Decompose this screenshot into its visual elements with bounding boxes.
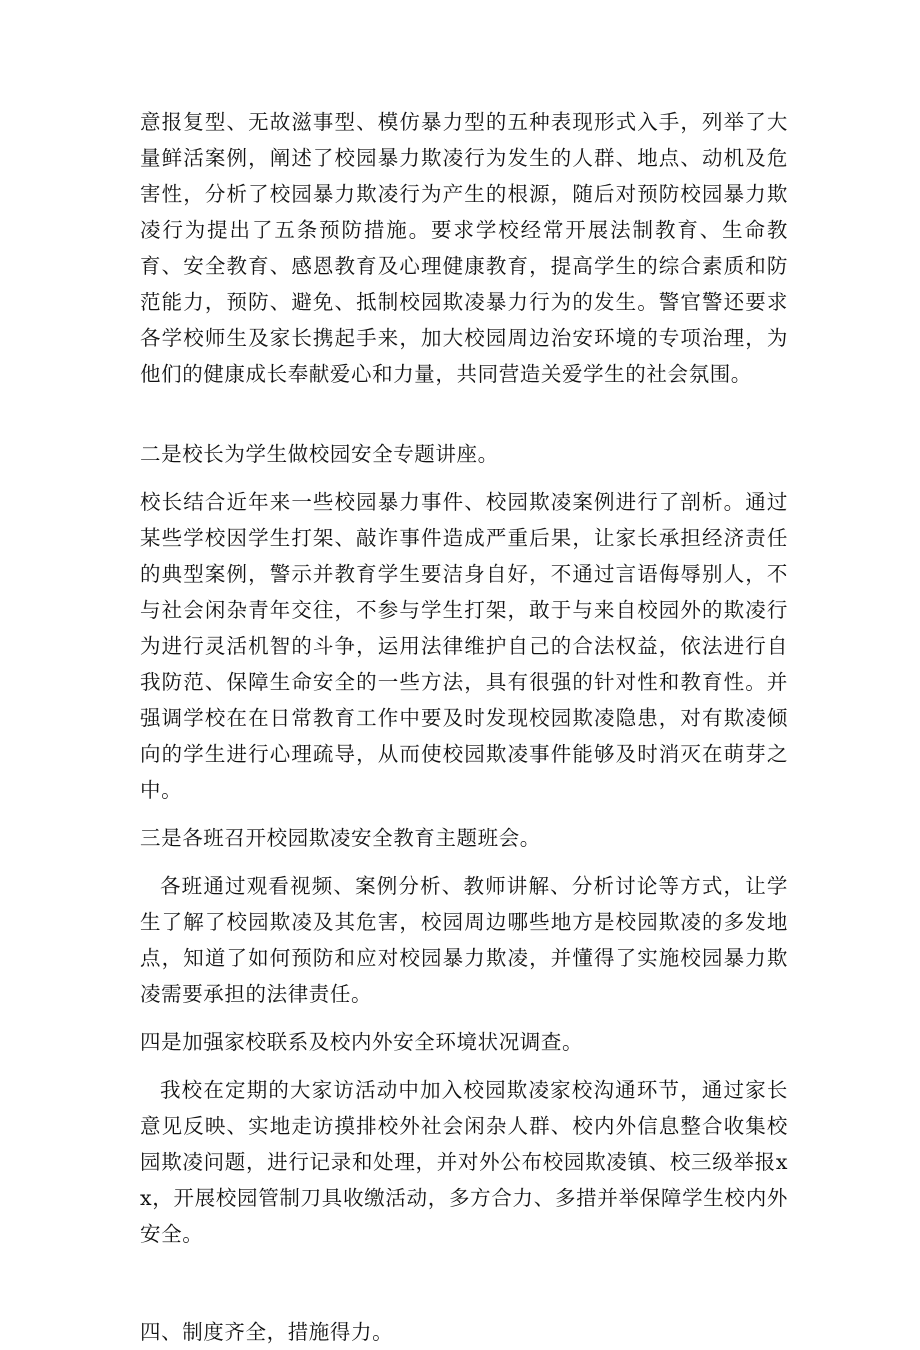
- heading-principal-lecture: 二是校长为学生做校园安全专题讲座。: [140, 442, 499, 466]
- heading-home-school-contact: 四是加强家校联系及校内外安全环境状况调查。: [140, 1030, 584, 1054]
- paragraph-class-meetings: 各班通过观看视频、案例分析、教师讲解、分析讨论等方式，让学生了解了校园欺凌及其危害，校园周边哪些地方是校园欺凌的多发地点，知道了如何预防和应对校园暴力欺凌，并懂得了实施校园暴力欺凌需要承担的法律责任。: [140, 874, 788, 1006]
- document-body: [140, 104, 788, 1350]
- heading-class-meetings: 三是各班召开校园欺凌安全教育主题班会。: [140, 826, 541, 850]
- paragraph-home-school-contact: 我校在定期的大家访活动中加入校园欺凌家校沟通环节，通过家长意见反映、实地走访摸排校外社会闲杂人群、校内外信息整合收集校园欺凌问题，进行记录和处理，并对外公布校园欺凌镇、校三级举报xx，开展校园管制刀具收缴活动，多方合力、多措并举保障学生校内外安全。: [140, 1078, 788, 1246]
- heading-system-measures: 四、制度齐全，措施得力。: [140, 1320, 394, 1344]
- paragraph-principal-lecture: 校长结合近年来一些校园暴力事件、校园欺凌案例进行了剖析。通过某些学校因学生打架、敲诈事件造成严重后果，让家长承担经济责任的典型案例，警示并教育学生要洁身自好，不通过言语侮辱别人，不与社会闲杂青年交往，不参与学生打架，敢于与来自校园外的欺凌行为进行灵活机智的斗争，运用法律维护自己的合法权益，依法进行自我防范、保障生命安全的一些方法，具有很强的针对性和教育性。并强调学校在在日常教育工作中要及时发现校园欺凌隐患，对有欺凌倾向的学生进行心理疏导，从而使校园欺凌事件能够及时消灭在萌芽之中。: [140, 490, 788, 802]
- paragraph-bullying-types-summary: 意报复型、无故滋事型、模仿暴力型的五种表现形式入手，列举了大量鲜活案例，阐述了校园暴力欺凌行为发生的人群、地点、动机及危害性，分析了校园暴力欺凌行为产生的根源，随后对预防校园暴力欺凌行为提出了五条预防措施。要求学校经常开展法制教育、生命教育、安全教育、感恩教育及心理健康教育，提高学生的综合素质和防范能力，预防、避免、抵制校园欺凌暴力行为的发生。警官警还要求各学校师生及家长携起手来，加大校园周边治安环境的专项治理，为他们的健康成长奉献爱心和力量，共同营造关爱学生的社会氛围。: [140, 110, 788, 386]
